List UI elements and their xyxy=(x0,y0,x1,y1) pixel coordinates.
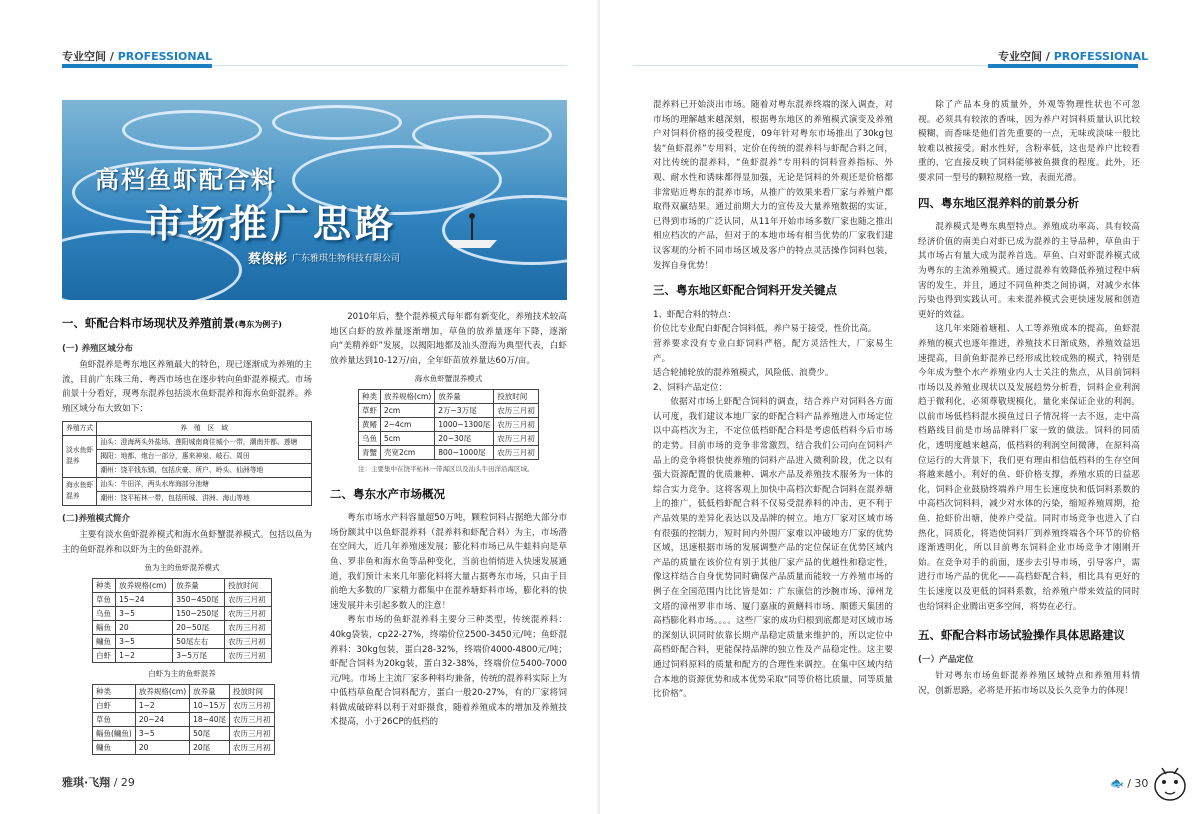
table-cell: 农历三月初 xyxy=(230,698,275,712)
region-table: 养殖方式 养 殖 区 域 淡水鱼虾混养 汕头：澄海两头外盐场、莲阳城南商住城小一带，潮南井都、莲塘 揭阳：地都、炮台一部分，惠来神泉、岐石、周田 潮州：饶平钱东镇，包括庆豪、所户、岭头、仙洲等地 海水鱼虾混养 汕头：牛田洋，两头水库海部分池塘 潮州：饶平柘林一带，包括所城、汫洲、海山等地 xyxy=(62,421,312,506)
paragraph: 价位比专业配白虾配合饲料低，养户易于接受，性价比高。 xyxy=(653,324,877,335)
paragraph: 混养模式是粤东典型特点。养殖成功率高、具有较高经济价值的南美白对虾已成为混养的主导品种，草鱼由于其市场占有量大成为混养首选。草鱼、白对虾混养模式成为粤东的主流养殖模式。通过混养有效降低养殖过程中病害的发生，并且，通过不同鱼种类之间协调，对减少水体污染也得到实践认可。未来混养模式会更快速发展和创造更好的效益。 xyxy=(918,222,1140,320)
table-cell: 10~15万 xyxy=(190,698,230,712)
table-row xyxy=(93,606,272,620)
banner-title: 市场推广思路 xyxy=(145,202,398,246)
header-left-cn: 专业空间 / xyxy=(62,50,114,63)
table-row xyxy=(93,740,275,754)
shrimp-main-table xyxy=(92,684,275,755)
table-cell: 农历三月初 xyxy=(494,417,539,431)
table-cell: 5cm xyxy=(381,431,435,445)
table-header-row xyxy=(93,684,275,698)
subheading-positioning: (一）产品定位 xyxy=(918,654,974,665)
section-heading-2: 二、粤东水产市场概况 xyxy=(330,486,445,501)
table-cell: 农历三月初 xyxy=(494,431,539,445)
boat-icon xyxy=(442,210,502,250)
table-header-cell: 放养规格(cm) xyxy=(381,389,435,403)
table-cell: 2cm xyxy=(381,403,435,417)
paragraph: 2010年后，整个混养模式每年都有新变化，养殖技术较高地区白虾的放养量逐渐增加，草鱼的放养量逐年下降，逐渐向“美精养虾”发展，以揭阳地都及汕头澄海为典型代表，白虾放养量达到10-12万/亩，全年虾苗放养量达60万/亩。 xyxy=(330,312,567,366)
table-cell: 20 xyxy=(116,620,173,634)
table-row xyxy=(359,445,539,459)
subheading-modes: (二)养殖模式简介 xyxy=(62,513,131,524)
table-cell: 农历三月初 xyxy=(225,606,272,620)
cage-ring xyxy=(122,110,262,150)
table-cell: 3~5 xyxy=(116,606,173,620)
footer-left xyxy=(62,774,135,790)
table-cell: 鳙鱼 xyxy=(93,740,136,754)
table-cell: 农历三月初 xyxy=(225,620,272,634)
table-cell: 800~1000尾 xyxy=(435,445,494,459)
column-1 xyxy=(62,310,312,755)
table-cell: 草虾 xyxy=(359,403,381,417)
paragraph: 适合轮捕轮放的混养殖模式，风险低、浪费少。 xyxy=(653,368,834,379)
table-caption: 鱼为主的鱼虾混养模式 xyxy=(144,563,220,573)
header-right-bar xyxy=(988,64,1138,68)
table-header-cell: 放养量 xyxy=(435,389,494,403)
table-cell: 15~24 xyxy=(116,592,173,606)
table-row xyxy=(93,698,275,712)
table-header-cell: 种类 xyxy=(93,578,116,592)
paragraph: 除了产品本身的质量外，外观等物理性状也不可忽视。必须具有较浓的香味，因为养户对饲料质量认识比较模糊，而香味是他们首先重要的一点，无味或淡味一般比较难以被接受。耐水性好，含粉率低，这也是养户比较看重的，它直接反映了饲料能够被鱼摄食的程度。此外，还要求同一型号的颗粒规格一致，表面光滑。 xyxy=(918,100,1140,183)
table-note: 注：主要集中在饶平柘林一带海区以及汕头牛田洋沿海区域。 xyxy=(358,464,534,473)
paragraph: 1、虾配合料的特点： xyxy=(653,309,736,320)
footer-right xyxy=(1110,777,1148,790)
table-row xyxy=(93,726,275,740)
header-right-rule xyxy=(633,65,988,66)
table-cell: 20~24 xyxy=(135,712,189,726)
table-header-cell: 放养量 xyxy=(173,578,225,592)
header-right-en: PROFESSIONAL xyxy=(1049,50,1149,63)
table-row xyxy=(359,431,539,445)
paragraph: 2、饲料产品定位： xyxy=(653,382,728,393)
page-number-right: / 30 xyxy=(1127,777,1149,790)
table-row xyxy=(359,417,539,431)
table-cell: 乌鱼 xyxy=(359,431,381,445)
table-cell: 农历三月初 xyxy=(494,445,539,459)
table-cell: 20尾 xyxy=(190,740,230,754)
table-cell: 乌鱼 xyxy=(93,606,116,620)
fish-main-table xyxy=(92,578,272,663)
table-header-cell: 放养规格(cm) xyxy=(135,684,189,698)
table-row xyxy=(93,634,272,648)
table-cell: 白虾 xyxy=(93,698,136,712)
table-cell: 50尾 xyxy=(190,726,230,740)
table-cell: 鲻鱼(鳙鱼) xyxy=(93,726,136,740)
table-cell: 3~5 xyxy=(116,634,173,648)
paragraph: 主要有淡水鱼虾混养模式和海水鱼虾蟹混养模式。包括以鱼为主的鱼虾混养和以虾为主的鱼虾混养。 xyxy=(62,530,312,555)
paragraph: 营养要求没有专业白虾饲料严格，配方灵活性大，厂家易生产。 xyxy=(653,338,893,364)
table-cell: 青蟹 xyxy=(359,445,381,459)
header-left-en: PROFESSIONAL xyxy=(113,50,213,63)
table-cell: 农历三月初 xyxy=(230,712,275,726)
table-cell: 鳙鱼 xyxy=(93,634,116,648)
table-cell: 2~4cm xyxy=(381,417,435,431)
table-cell: 3~5 xyxy=(135,726,189,740)
paragraph: 这几年来随着塘租、人工等养殖成本的提高，鱼虾混养殖的模式也逐年推进，养殖技术日渐成熟，养殖效益迅速提高，目前鱼虾混养已经形成比较成熟的模式，特别是今年成为整个水产养殖业内人士关注的焦点，从目前饲料市场以及养殖业现状以及发展趋势分析看，饲料企业利润趋于微利化，必须尊敬规模化，量化来保证企业的利润。以前市场低档料混水摸鱼过日子情况将一去不返，走中高档路线目前是市场品牌料厂家一致的做法。饲料的同质化，透明度越来越高，低档料的利润空间微薄，在原料高位运行的大背景下，我们更有理由相信低档料的生存空间将越来越小。利好的鱼、虾价格支撑，养殖水质的日益恶化，饲料企业鼓励终端养户用生长速度快和低饲料系数的中高档次饲料料，减少对水体的污染，缩短养殖周期，抢鱼、抢虾价出塘，使养户受益。同时市场竞争也进入了白热化，同质化，将造使饲料厂到养殖终端各个环节的价格逐渐透明化，所以目前粤东饲料企业市场竞争才刚刚开始。在竞争对手的前面，逐步去引导市场，引导客户，需进行市场产品的优化——高档虾配合料，相比具有更好的生长速度以及更低的饲料系数，给养殖户带来效益的同时也给饲料企业腾出更多空间，将势在必行。 xyxy=(918,324,1140,612)
table-header-cell: 投放时间 xyxy=(225,578,272,592)
table-cell: 350~450尾 xyxy=(173,592,225,606)
paragraph: 粤东市场水产料容量超50万吨，颗粒饲料占据绝大部分市场份额其中以鱼虾混养料（混养料和虾配合料）为主，市场潜在空间大，近几年养殖速发展；膨化料市场已从牛蛙料向是草鱼、罗非鱼和海水鱼等品种变化，当前也悄悄进入快速发展通道，我们预计未来几年膨化料将大量占据粤东市场，只由于目前绝大多数的厂家精力都集中在混养塘虾料市场，膨化料的快速发展并未引起多数人的注意！ xyxy=(330,513,567,611)
header-left-bar xyxy=(62,64,212,68)
table-cell: 草鱼 xyxy=(93,712,136,726)
table-cell: 1~2 xyxy=(135,698,189,712)
banner-org: 广东雅琪生物科技有限公司 xyxy=(292,254,401,264)
paragraph: 粤东市场的鱼虾混养料主要分三种类型，传统混养料：40kg袋装，cp22-27%，终端价位2500-3450元/吨；鱼虾混养料：30kg包装，蛋白28-32%，终端价4000-4800元/吨；虾配合饲料为20kg装，蛋白32-38%，终端价位5400-7000元/吨。市场上主流厂家多种料均兼备，传统的混养料实际上为中低档草鱼配合饲料配方，蛋白一般20-27%，有的厂家将饲料做成破碎料以利于对虾摄食，随着养殖成本的增加及养殖技术提高，小于26CP的低档的 xyxy=(330,615,567,728)
table-cell: 3~5万尾 xyxy=(173,648,225,662)
header-right xyxy=(998,48,1148,64)
table-cell: 农历三月初 xyxy=(230,740,275,754)
table-cell: 20 xyxy=(135,740,189,754)
table-cell: 黄鳍 xyxy=(359,417,381,431)
table-cell: 草鱼 xyxy=(93,592,116,606)
table-header-row xyxy=(93,578,272,592)
seawater-table xyxy=(358,389,539,460)
table-cell: 1~2 xyxy=(116,648,173,662)
banner-author: 蔡俊彬 xyxy=(248,252,288,267)
table-header-cell: 放养量 xyxy=(190,684,230,698)
table-row xyxy=(93,648,272,662)
section-heading-4: 四、粤东地区混养料的前景分析 xyxy=(918,195,1079,210)
table-cell: 2万~3万尾 xyxy=(435,403,494,417)
paragraph: 混养料已开始淡出市场。随着对粤东混养终端的深入调查，对市场的理解越来越深刻，根据粤东地区的养殖模式演变及养殖户对饲料价格的接受程度，09年针对粤东市场推出了30kg包装“鱼虾混养”专用料，定价在传统的混养料与虾配合料之间，对比传统的混养料，“鱼虾混养”专用料的饲料营养指标、外观、耐水性和诱味都得显加强，无论是饲料的外观还是价格都非常贴近粤东的混养市场，从推广的效果来看厂家与养殖户都取得双赢结果。通过前期大力的宣传及大量养殖数据的实证，已得到市场的广泛认同，从11年开始市场多数厂家也随之推出相应档次的产品，但对于的本地市场有相当优势的厂家我们建议客观的分析不同市场区域及客户的特点灵活操作饲料包装，发挥自身优势！ xyxy=(653,100,893,271)
section-heading-3: 三、粤东地区虾配合饲料开发关键点 xyxy=(653,283,837,298)
section-heading-1: 一、虾配合料市场现状及养殖前景(粤东为例子) xyxy=(62,316,283,330)
paragraph: 针对粤东市场鱼虾混养养殖区域特点和养殖用料情况，创新思路，必将是开拓市场以及长久竞争力的体现！ xyxy=(918,671,1140,696)
table-header-row xyxy=(359,389,539,403)
table-cell: 20~50尾 xyxy=(173,620,225,634)
table-cell: 农历三月初 xyxy=(225,634,272,648)
table-cell: 18~40尾 xyxy=(190,712,230,726)
header-left xyxy=(62,48,212,64)
table-cell: 20~30尾 xyxy=(435,431,494,445)
header-right-cn: 专业空间 / xyxy=(998,50,1050,63)
table-row xyxy=(93,712,275,726)
column-3 xyxy=(653,98,893,702)
table-row xyxy=(359,403,539,417)
banner-subtitle: 高档鱼虾配合料 xyxy=(95,166,277,194)
table-header-cell: 投放时间 xyxy=(230,684,275,698)
header-left-rule xyxy=(212,65,567,66)
table-row xyxy=(93,620,272,634)
table-cell: 150~250尾 xyxy=(173,606,225,620)
table-cell: 白虾 xyxy=(93,648,116,662)
paragraph: 依据对市场上虾配合饲料的调查，结合养户对饲料各方面认可度，我们建议本地厂家的虾配合料产品养殖进入市场定位以中高档次为主，不定位低档虾配合料是考虑低档料今后市场的走势。目前市场的竞争非常激烈，结合我们公司向在饲料产品上的竞争将恨快使养殖的饲料产品进入微利阶段，优之以有强大资源配置的优质兼种、调水产品及养殖技术服务为一体的综合实力竞争。这将客观上加快中高档次虾配合饲料在混养塘上的推广，低低档虾配合料不仅易受混养料的冲击，更不利于产品效果的差异化表达以及品牌的树立。地方厂家对区域市场有很强的控制力，短时间内外围厂家难以冲破地方厂家的优势区域，迅速根据市场的发展调整产品的定位保证在优势区域内产品的质量在该价位有别于其他厂家产品的优越性和稳定性，像这样结合自身优势同时确保产品质量而能较一方养殖市场的例子在全国范围内比比皆是如：广东康信的沙腕市场、漳州龙文塔的漳州罗非市场、厦门嘉康的黄鳝料市场、顺德天集团的高档膨化料市场。。。。这些厂家的成功归根到底都是对区域市场的深刻认识同时依靠长期产品稳定质量来维护的，所以定位中高档虾配合料，更能保持品牌的独立性及产品稳定性。这主要通过饲料原料的质量和配方的合理性来调控。在集中区域内结合本地的资源优势和成本优势采取“同等价格比质量，同等质量比价格”。 xyxy=(653,397,893,700)
table-header-cell: 放养规格(cm) xyxy=(116,578,173,592)
table-header-cell: 投放时间 xyxy=(494,389,539,403)
section-heading-5: 五、虾配合料市场试验操作具体思路建议 xyxy=(918,628,1125,643)
table-cell: 农历三月初 xyxy=(494,403,539,417)
table-cell: 50尾左右 xyxy=(173,634,225,648)
table-cell: 农历三月初 xyxy=(225,592,272,606)
table-caption: 海水鱼虾蟹混养模式 xyxy=(414,374,483,384)
table-cell: 农历三月初 xyxy=(230,726,275,740)
subheading-region: (一) 养殖区域分布 xyxy=(62,343,134,354)
column-4 xyxy=(918,98,1140,699)
table-cell: 鲻鱼 xyxy=(93,620,116,634)
column-2 xyxy=(330,310,567,730)
page-number-left: / 29 xyxy=(113,776,135,789)
table-header-cell: 种类 xyxy=(93,684,136,698)
paragraph: 鱼虾混养是粤东地区养殖最大的特色，现已逐渐成为养殖的主流，目前广东珠三角、粤西市场也在逐步转向鱼虾混养模式。市场前景十分看好，现粤东混养包括淡水鱼虾混养和海水鱼虾混养。养殖区域分布大致如下： xyxy=(62,360,312,414)
table-cell: 农历三月初 xyxy=(225,648,272,662)
table-cell: 1000~1300尾 xyxy=(435,417,494,431)
table-row xyxy=(93,592,272,606)
table-cell: 壳宽2cm xyxy=(381,445,435,459)
table-header-cell: 种类 xyxy=(359,389,381,403)
right-page xyxy=(600,0,1200,814)
mascot-icon xyxy=(1150,760,1190,804)
table-caption: 白虾为主的鱼虾混养 xyxy=(148,668,216,678)
footer-logo-icon: 🐟 xyxy=(1110,777,1124,790)
cage-ring xyxy=(272,105,402,140)
footer-brand: 雅琪·飞翔 xyxy=(62,776,111,789)
